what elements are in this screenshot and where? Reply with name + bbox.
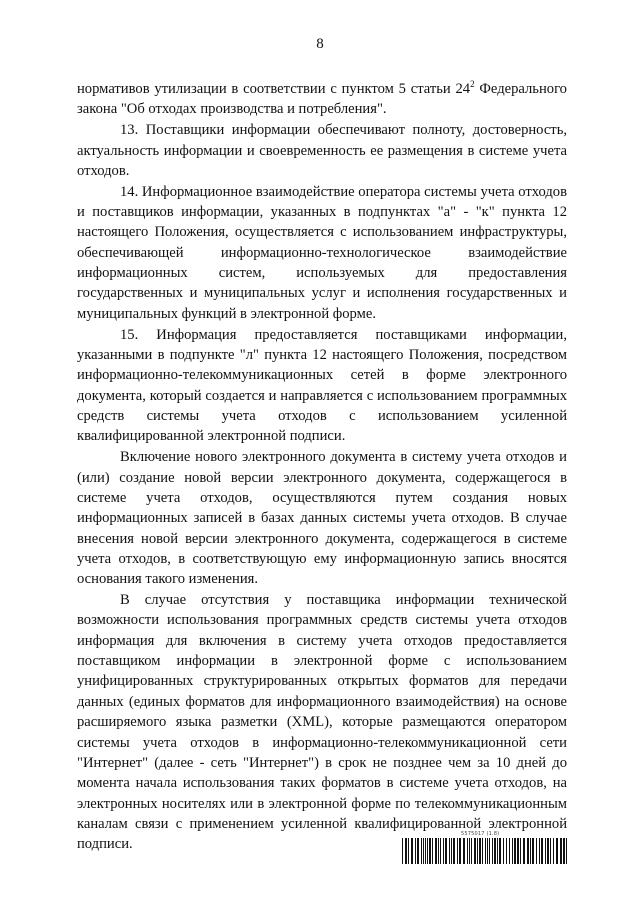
barcode-icon — [402, 838, 568, 864]
page-number: 8 — [316, 36, 324, 52]
paragraph-item-13: 13. Поставщики информации обеспечивают полноту, достоверность, актуальность информации и своевременность ее размещения в системе учета отходов. — [77, 122, 567, 179]
paragraph-item-15: 15. Информация предоставляется поставщиками информации, указанными в подпункте "л" пункта 12 настоящего Положения, посредством информационно-телекоммуникационных сетей в форме электронного документа, который создается и направляется с использованием программных средств системы учета отходов с использованием усиленной квалифицированной электронной подписи. — [77, 326, 567, 445]
paragraph-item-14: 14. Информационное взаимодействие оператора системы учета отходов и поставщиков информации, указанных в подпунктах "а" - "к" пункта 12 настоящего Положения, осуществляется с использованием инфраструктуры, обеспечивающей информационно-технологическое взаимодействие информационных систем, используемых для предоставления государственных и муниципальных услуг и исполнения государственных и муниципальных функций в электронной форме. — [77, 183, 567, 322]
paragraph-electronic-document: Включение нового электронного документа в систему учета отходов и (или) создание новой версии электронного документа, содержащегося в системе учета отходов, осуществляются путем создания новых информационных записей в базах данных системы учета отходов. В случае внесения новой версии электронного документа, содержащегося в системе учета отходов, в соответствующую ему информационную запись вносятся основания такого изменения. — [77, 449, 567, 588]
paragraph-text: Федерального закона "Об отходах производства и потребления". — [77, 81, 567, 118]
barcode-caption: 5575017 (1.8) — [461, 831, 500, 837]
document-body — [77, 79, 567, 855]
paragraph-no-technical-capability: В случае отсутствия у поставщика информации технической возможности использования программных средств системы учета отходов информация для включения в систему учета отходов предоставляется поставщиком информации в электронной форме с использованием унифицированных структурированных открытых форматов для передачи данных (единых форматов для информационного взаимодействия) на основе расширяемого языка разметки (XML), которые размещаются оператором системы учета отходов в информационно-телекоммуникационной сети "Интернет" (далее - сеть "Интернет") в срок не позднее чем за 10 дней до момента начала использования таких форматов в системе учета отходов, на электронных носителях или в электронной форме по телекоммуникационным каналам связи с применением усиленной квалифицированной электронной подписи. — [77, 592, 567, 853]
paragraph-text: нормативов утилизации в соответствии с пунктом 5 статьи 24 — [77, 81, 471, 97]
paragraph-continuation — [77, 79, 567, 120]
superscript-number: 2 — [470, 79, 475, 90]
